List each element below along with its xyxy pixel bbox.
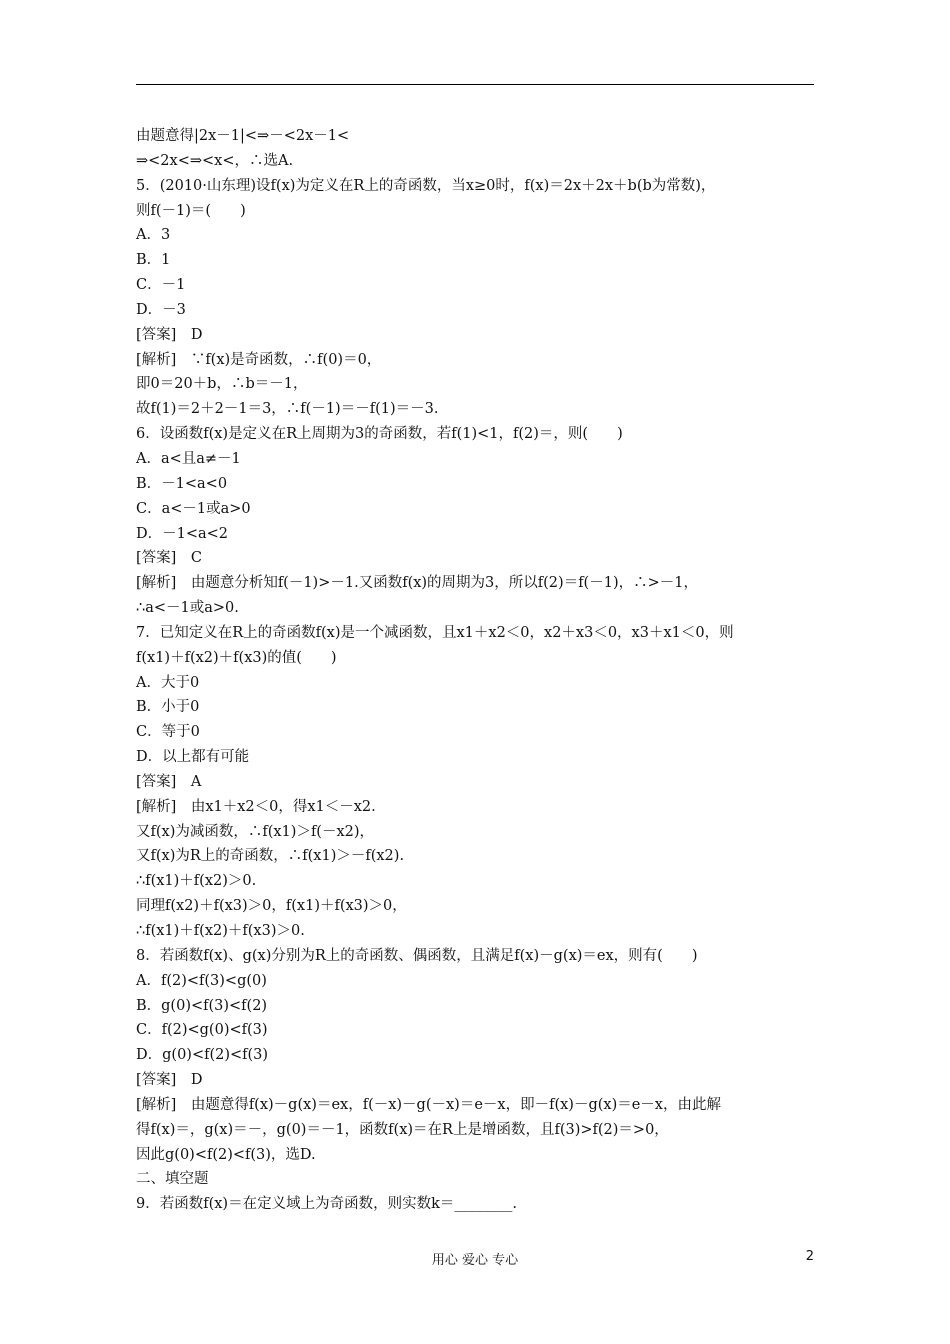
answer-line: [答案] D <box>136 1072 203 1089</box>
text-line: 同理f(x2)＋f(x3)＞0，f(x1)＋f(x3)＞0， <box>136 898 407 915</box>
question-9: 9．若函数f(x)＝在定义域上为奇函数，则实数k＝________. <box>136 1196 517 1213</box>
text-line: 又f(x)为R上的奇函数，∴f(x1)＞－f(x2). <box>136 848 405 865</box>
analysis-line: [解析] 由题意得f(x)－g(x)＝ex，f(－x)－g(－x)＝e－x，即－f(x)－g(x)＝e－x，由此解 <box>136 1096 721 1113</box>
option-b: B．小于0 <box>136 699 200 716</box>
option-d: D．以上都有可能 <box>136 749 250 766</box>
answer-line: [答案] C <box>136 550 202 567</box>
option-b: B．1 <box>136 252 171 269</box>
option-a: A．3 <box>136 227 171 244</box>
option-c: C．－1 <box>136 277 186 294</box>
text-line: 又f(x)为减函数，∴f(x1)＞f(－x2)， <box>136 823 375 840</box>
question-6: 6．设函数f(x)是定义在R上周期为3的奇函数，若f(1)<1，f(2)＝，则( ) <box>136 426 623 443</box>
option-b: B．g(0)<f(3)<f(2) <box>136 997 268 1014</box>
question-7: 7．已知定义在R上的奇函数f(x)是一个减函数，且x1＋x2＜0，x2＋x3＜0，x3＋x1＜0，则 <box>136 624 734 641</box>
text-line: f(x1)＋f(x2)＋f(x3)的值( ) <box>136 649 337 666</box>
answer-line: [答案] D <box>136 326 203 343</box>
option-c: C．a<－1或a>0 <box>136 500 251 517</box>
option-c: C．等于0 <box>136 724 200 741</box>
text-line: 即0＝20＋b，∴b＝－1， <box>136 376 308 393</box>
text-line: ∴a<－1或a>0. <box>136 600 239 617</box>
text-line: ∴f(x1)＋f(x2)＞0. <box>136 873 257 890</box>
text-line: 由题意得|2x－1|<⇒－<2x－1< <box>136 128 350 144</box>
footer-text: 用心 爱心 专心 <box>431 1253 519 1268</box>
header-rule <box>136 84 814 85</box>
option-d: D．－1<a<2 <box>136 525 229 542</box>
option-a: A．大于0 <box>136 674 200 691</box>
option-b: B．－1<a<0 <box>136 475 228 492</box>
text-line: 则f(－1)＝( ) <box>136 202 246 219</box>
section-heading: 二、填空题 <box>136 1171 209 1188</box>
question-5: 5．(2010·山东理)设f(x)为定义在R上的奇函数，当x≥0时，f(x)＝2x＋2x＋b(b为常数)， <box>136 177 716 194</box>
option-c: C．f(2)<g(0)<f(3) <box>136 1022 268 1039</box>
question-8: 8．若函数f(x)、g(x)分别为R上的奇函数、偶函数，且满足f(x)－g(x)＝ex，则有( ) <box>136 947 698 964</box>
analysis-line: [解析] 由题意分析知f(－1)>－1.又函数f(x)的周期为3，所以f(2)＝f(－1)，∴>－1， <box>136 575 698 592</box>
answer-line: [答案] A <box>136 773 202 790</box>
text-line: 得f(x)＝，g(x)＝－，g(0)＝－1，函数f(x)＝在R上是增函数，且f(3)>f(2)＝>0， <box>136 1121 669 1138</box>
option-d: D．g(0)<f(2)<f(3) <box>136 1047 269 1064</box>
option-d: D．－3 <box>136 301 186 318</box>
body-text <box>136 124 826 1217</box>
text-line: ⇒<2x<⇒<x<，∴选A. <box>136 152 294 169</box>
analysis-line: [解析] ∵f(x)是奇函数，∴f(0)＝0， <box>136 351 382 368</box>
text-line: ∴f(x1)＋f(x2)＋f(x3)＞0. <box>136 923 305 939</box>
option-a: A．a<且a≠－1 <box>136 450 241 467</box>
analysis-line: [解析] 由x1＋x2＜0，得x1＜－x2. <box>136 798 376 815</box>
page-number: 2 <box>805 1249 814 1264</box>
text-line: 因此g(0)<f(2)<f(3)，选D. <box>136 1146 316 1163</box>
option-a: A．f(2)<f(3)<g(0) <box>136 972 267 989</box>
text-line: 故f(1)＝2＋2－1＝3，∴f(－1)＝－f(1)＝－3. <box>136 401 439 418</box>
